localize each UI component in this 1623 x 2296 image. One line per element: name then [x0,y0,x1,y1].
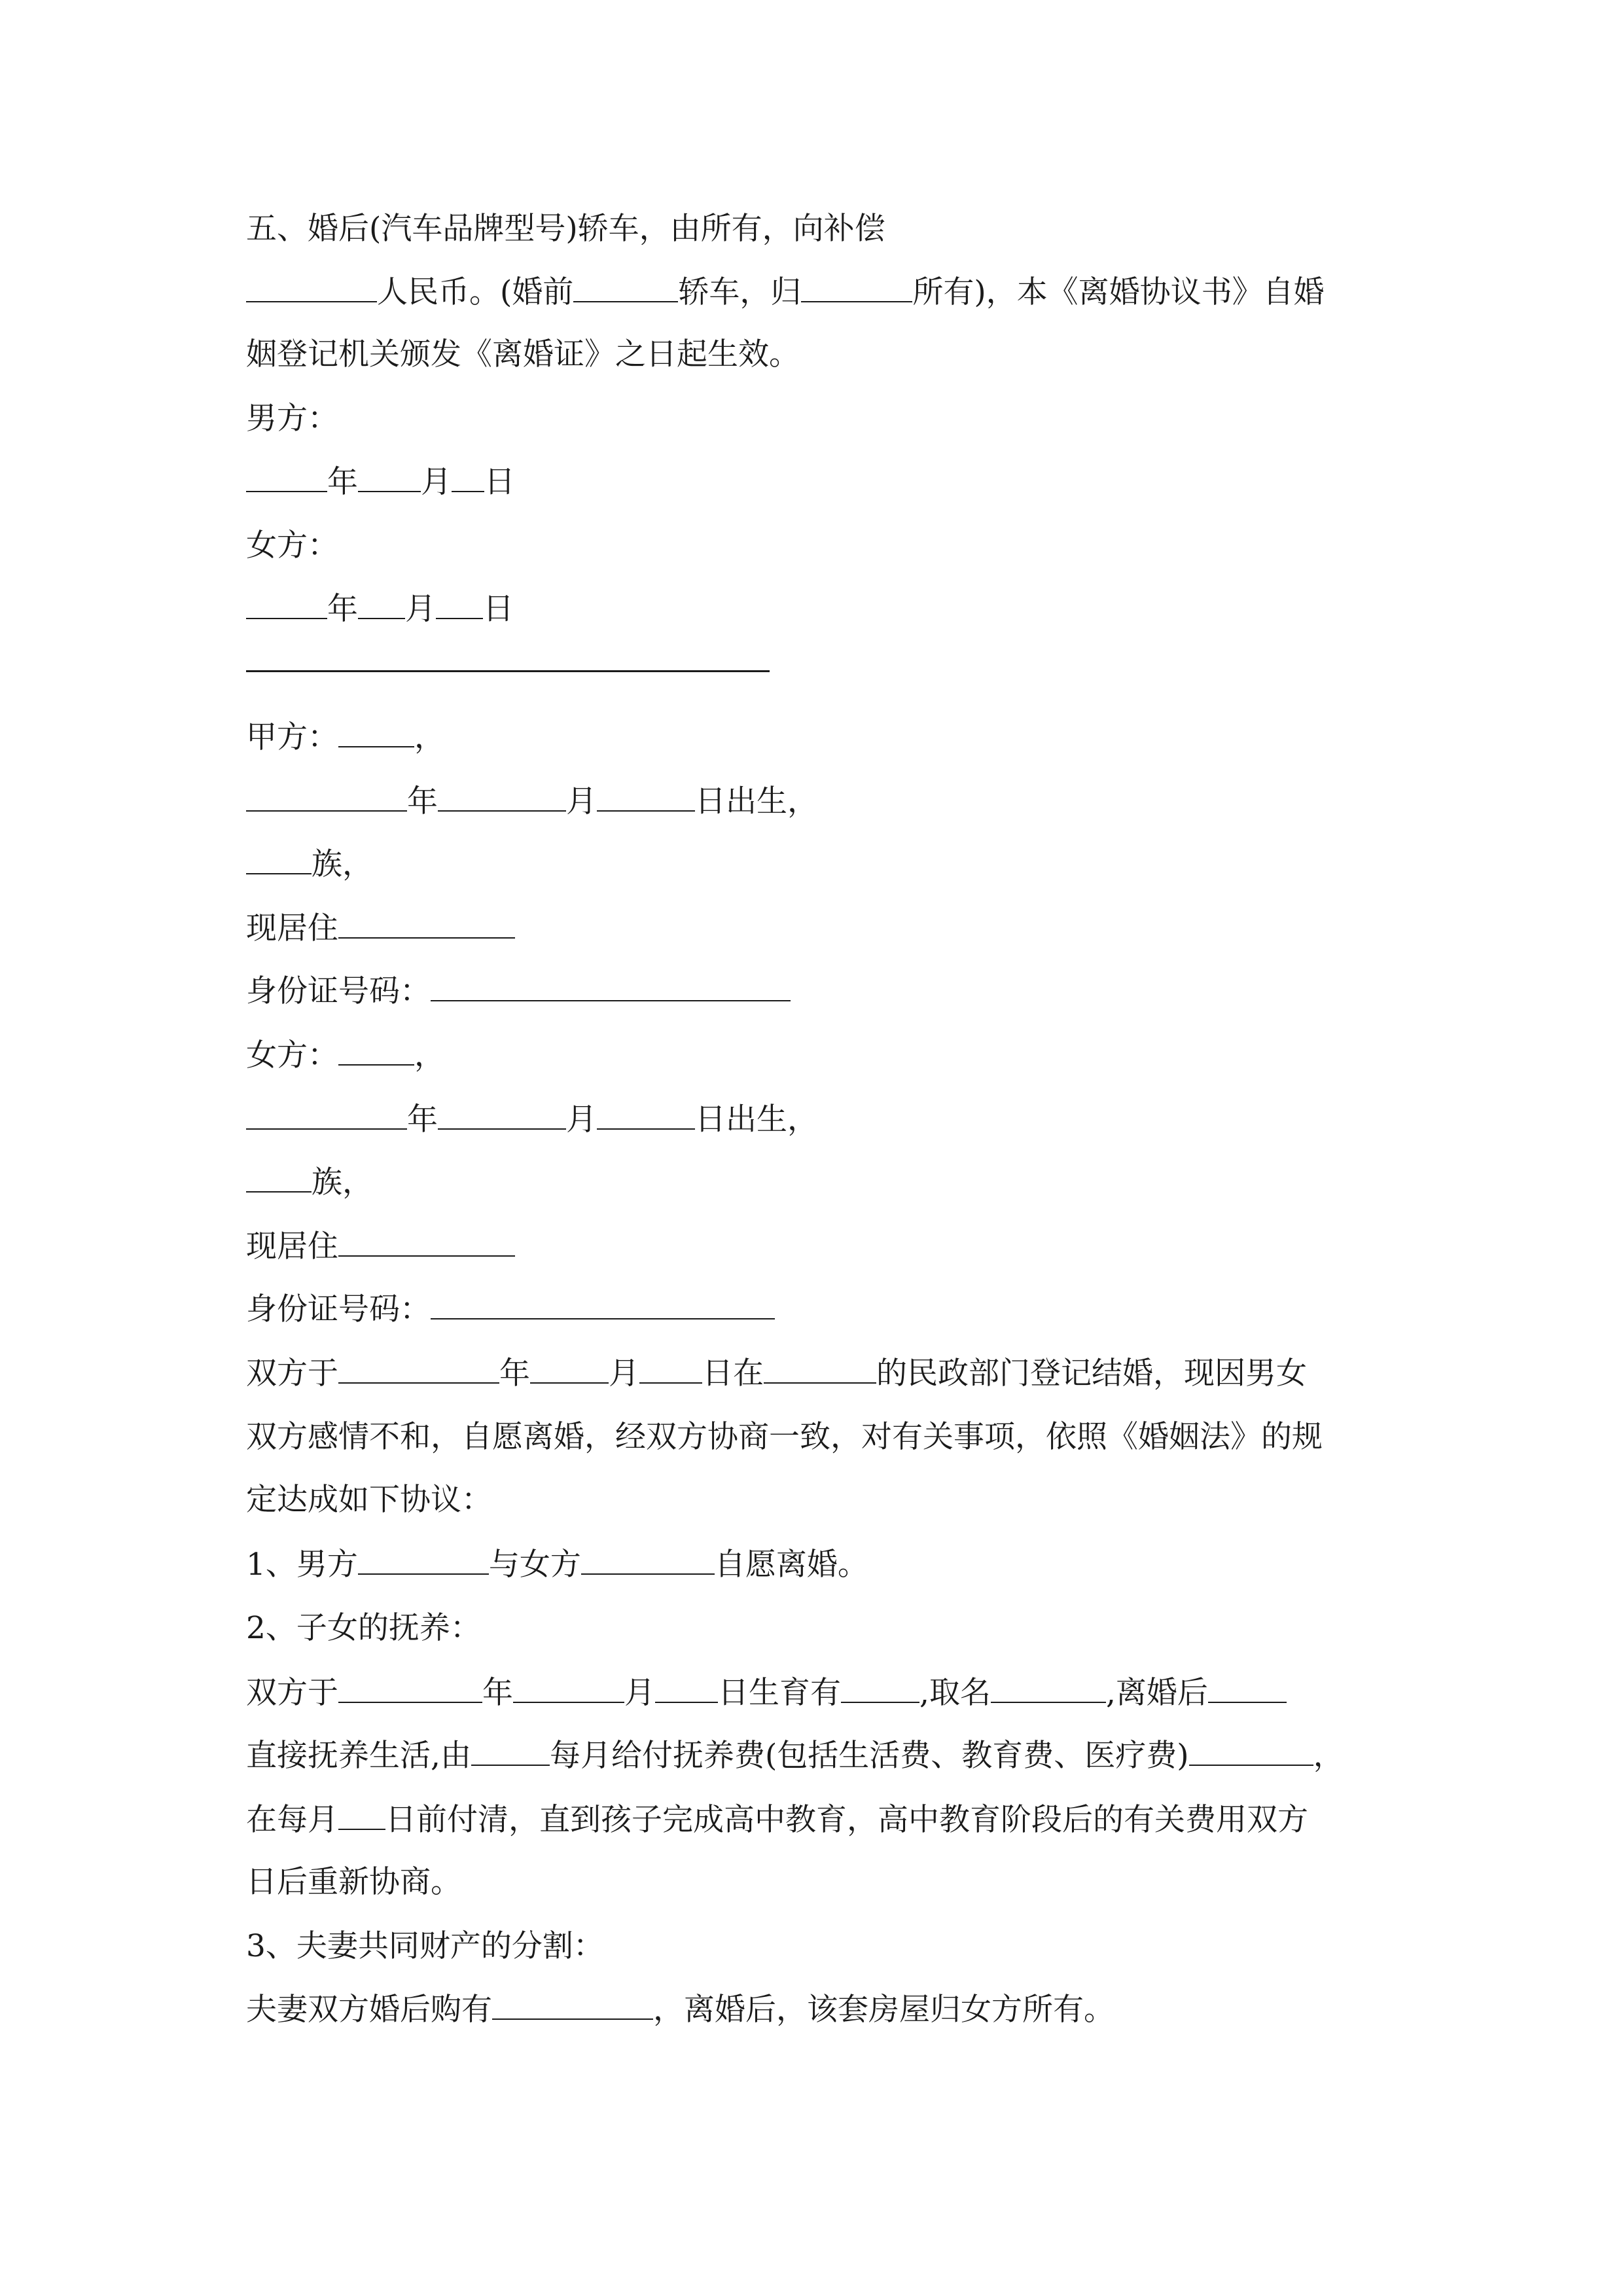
ethnic-blank[interactable] [246,1162,312,1193]
month-blank[interactable] [358,462,421,492]
party-b-birth-line: 年 月 日出生， [246,1100,818,1139]
day-blank[interactable] [338,1800,385,1830]
clause-five-line-1 [246,209,885,249]
blank-field[interactable] [801,272,912,302]
clause-five-line-2 [246,272,1325,312]
child-blank[interactable] [841,1673,919,1703]
marriage-paragraph-line-1: 双方于 年 月 日在 的民政部门登记结婚，现因男女 [246,1354,1307,1393]
marriage-paragraph-line-3: 定达成如下协议： [246,1482,492,1518]
payer-blank[interactable] [471,1736,550,1766]
party-b-residence-line: 现居住 [246,1227,515,1266]
party-b-id-line: 身份证号码： [246,1289,775,1329]
name-blank[interactable] [338,1035,414,1066]
day-blank[interactable] [655,1673,718,1703]
party-a-residence-line: 现居住 [246,908,515,948]
blank-field[interactable] [246,272,377,302]
month-blank[interactable] [530,1354,609,1384]
day-blank[interactable] [597,1100,695,1130]
female-name-blank[interactable] [581,1545,715,1575]
item-1-line: 1、男方 与女方 自愿离婚。 [246,1545,868,1585]
month-blank[interactable] [513,1673,624,1703]
item-2-heading: 2、子女的抚养： [246,1610,481,1646]
clause-five-line-3 [246,335,800,374]
year-blank[interactable] [246,589,327,619]
party-b-line: 女方： ， [246,1035,445,1075]
male-signature-label: 男方： [246,401,338,437]
party-b-ethnic-line: 族， [246,1162,373,1202]
year-blank[interactable] [338,1673,482,1703]
name-blank[interactable] [338,717,414,747]
id-number-blank[interactable] [431,1289,775,1319]
day-blank[interactable] [452,462,484,492]
property-line: 夫妻双方婚后购有 ，离婚后，该套房屋归女方所有。 [246,1990,1115,2030]
day-blank[interactable] [597,781,695,812]
party-a-line: 甲方： ， [246,717,445,757]
text-segment: 轿车，归 [678,274,802,310]
party-a-id-line: 身份证号码： [246,971,791,1011]
address-blank[interactable] [338,908,515,939]
child-paragraph-line-3: 在每月 日前付清，直到孩子完成高中教育，高中教育阶段后的有关费用双方 [246,1800,1308,1840]
text-segment: 人民币。(婚前 [377,274,574,310]
child-name-blank[interactable] [991,1673,1106,1703]
year-blank[interactable] [246,1100,407,1130]
blank-field[interactable] [573,272,678,302]
child-paragraph-line-1: 双方于 年 月 日生育有 ,取名 ,离婚后 [246,1673,1287,1713]
month-blank[interactable] [358,589,405,619]
party-a-birth-line: 年 月 日出生， [246,781,818,821]
location-blank[interactable] [764,1354,876,1384]
marriage-paragraph-line-2: 双方感情不和，自愿离婚，经双方协商一致，对有关事项，依照《婚姻法》的规 [246,1419,1323,1455]
month-blank[interactable] [438,781,566,812]
female-date-line: 年 月 日 [246,589,514,629]
month-blank[interactable] [438,1100,566,1130]
male-date-line: 年 月 日 [246,462,515,502]
male-name-blank[interactable] [358,1545,489,1575]
year-blank[interactable] [338,1354,499,1384]
section-divider [246,670,770,672]
day-blank[interactable] [639,1354,702,1384]
ethnic-blank[interactable] [246,844,312,874]
item-3-heading: 3、夫妻共同财产的分割： [246,1928,604,1964]
text-segment: 所有)，本《离婚协议书》自婚 [912,274,1325,310]
address-blank[interactable] [338,1227,515,1257]
child-paragraph-line-2: 直接抚养生活,由 每月给付抚养费(包括生活费、教育费、医疗费) ， [246,1736,1344,1776]
year-blank[interactable] [246,781,407,812]
female-signature-label: 女方： [246,528,338,564]
property-blank[interactable] [492,1990,653,2020]
guardian-blank[interactable] [1208,1673,1287,1703]
year-blank[interactable] [246,462,327,492]
text-segment: 姻登记机关颁发《离婚证》之日起生效。 [246,336,800,372]
day-blank[interactable] [436,589,483,619]
amount-blank[interactable] [1189,1736,1313,1766]
party-a-ethnic-line: 族， [246,844,373,884]
id-number-blank[interactable] [431,971,791,1001]
clause-five-text: 五、婚后(汽车品牌型号)轿车，由所有，向补偿 [246,211,885,247]
child-paragraph-line-4: 日后重新协商。 [246,1864,461,1900]
